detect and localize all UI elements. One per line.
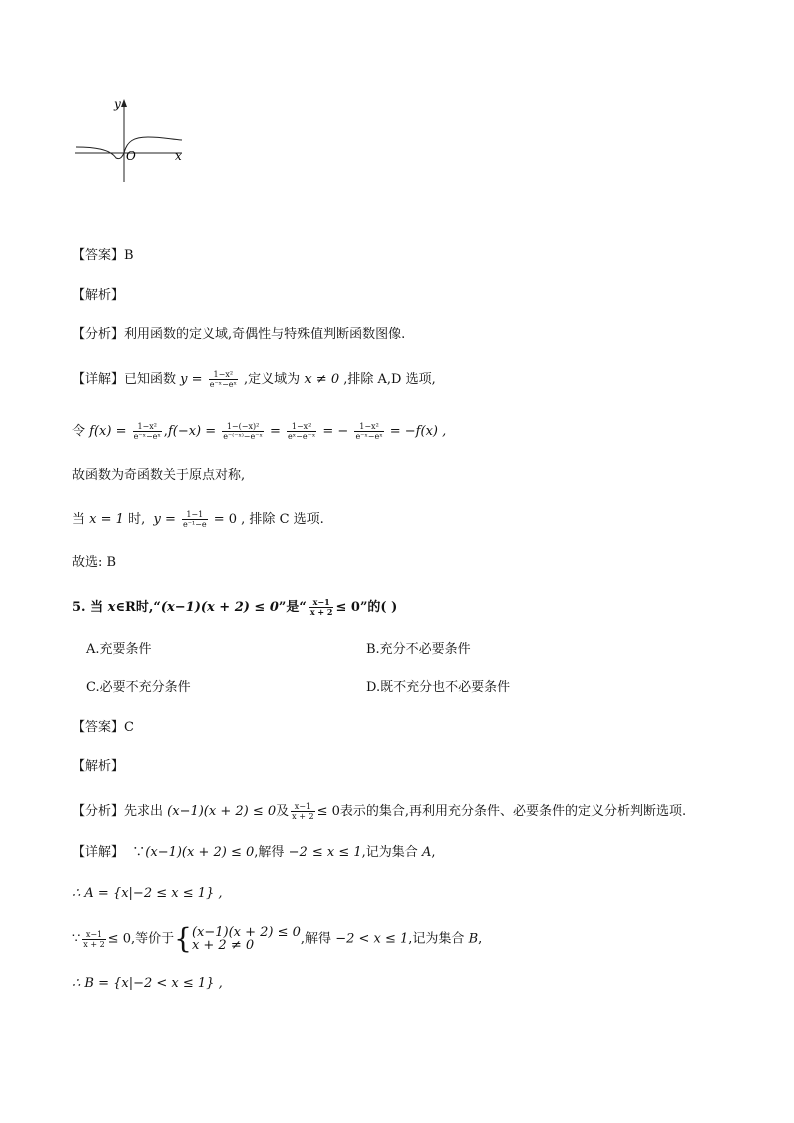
math-result: = −f(x) , (389, 424, 447, 439)
text: 及 (276, 804, 290, 819)
answer-value: C (124, 720, 134, 735)
math-le: ≤ 0 (316, 804, 340, 819)
answer-value: B (124, 248, 134, 263)
math-y: y (180, 372, 188, 387)
q4-detail-line-4 (72, 510, 324, 530)
equation-system (192, 926, 301, 952)
numerator: 1−x² (354, 422, 383, 432)
option-d-label: D.既不充分也不必要条件 (366, 680, 511, 695)
text: ,解得 (300, 931, 332, 947)
math-eq: = (270, 424, 281, 439)
math-set: B (468, 931, 479, 947)
text: ,等价于 (130, 931, 175, 947)
denominator: eˣ−e⁻ˣ (288, 432, 316, 441)
y-axis-label: y (114, 97, 121, 111)
fenxi-tag: 【分析】 (72, 804, 125, 819)
option-b-label: B.充分不必要条件 (366, 642, 471, 657)
denominator: x + 2 (292, 812, 314, 821)
text: , (163, 424, 168, 439)
text: ,记为集合 (408, 931, 465, 947)
answer-tag: 【答案】 (72, 720, 125, 735)
analysis-tag: 【解析】 (72, 759, 125, 774)
option-a-label: A.充要条件 (86, 642, 152, 657)
q5-fenxi-line (72, 802, 686, 822)
q4-analysis-tag (72, 286, 124, 306)
origin-label: O (126, 149, 136, 163)
numerator: 1−x² (133, 422, 162, 432)
math-set-def: ∴ A = {x|−2 ≤ x ≤ 1} , (72, 886, 223, 901)
fraction (82, 930, 105, 949)
fraction (182, 510, 208, 529)
system-line-1: (x−1)(x + 2) ≤ 0 (191, 925, 301, 940)
math-range: −2 < x ≤ 1 (335, 931, 409, 947)
left-brace: { (174, 922, 192, 955)
denominator: e⁻ˣ−eˣ (355, 432, 383, 441)
text: 令 (72, 424, 86, 439)
numerator: 1−x² (209, 370, 238, 380)
text: ”的( ) (359, 600, 398, 615)
denominator: e⁻ˣ−eˣ (133, 432, 161, 441)
math-eq: = 0 (213, 512, 238, 527)
math-eq: = − (322, 424, 349, 439)
math-x: x (107, 600, 116, 615)
math-cond: x = 1 (89, 512, 124, 527)
numerator: x−1 (309, 598, 334, 608)
text: 故函数为奇函数关于原点对称, (72, 468, 246, 483)
fraction (133, 422, 162, 441)
math-expr: (x−1)(x + 2) ≤ 0 (160, 600, 279, 615)
text: 当 (90, 600, 104, 615)
system-line-2: x + 2 ≠ 0 (191, 938, 255, 953)
denominator: e⁻⁽⁻ˣ⁾−e⁻ˣ (223, 432, 263, 441)
denominator: e⁻ˣ−eˣ (209, 380, 237, 389)
question-number: 5. (72, 600, 86, 615)
q4-detail-line-3 (72, 466, 245, 486)
q4-fenxi-line (72, 325, 405, 345)
x-axis-label: x (175, 149, 182, 163)
option-b[interactable] (366, 640, 471, 660)
q5-detail-line-4 (72, 974, 223, 994)
fenxi-tag: 【分析】 (72, 327, 125, 342)
fraction (309, 598, 334, 617)
answer-tag: 【答案】 (72, 248, 125, 263)
text: 已知函数 (124, 372, 177, 387)
q5-answer-line (72, 718, 134, 738)
text: ,解得 (254, 845, 285, 860)
xiangjie-tag: 【详解】 (72, 372, 125, 387)
text: , (431, 845, 436, 860)
math-eq: = (191, 372, 203, 387)
q5-detail-line-3 (72, 922, 483, 955)
q5-detail-line-1 (72, 843, 435, 863)
denominator: e⁻¹−e (182, 520, 207, 529)
denominator: x + 2 (83, 939, 105, 949)
numerator: 1−x² (287, 422, 316, 432)
text: 当 (72, 512, 86, 527)
q4-detail-line-2 (72, 422, 446, 442)
numerator: 1−1 (182, 510, 208, 520)
text: 故选: B (72, 555, 117, 570)
math-expr: (x−1)(x + 2) ≤ 0 (167, 804, 277, 819)
text: ,排除 A,D 选项, (343, 372, 436, 387)
text: , 排除 C 选项. (241, 512, 324, 527)
fraction (354, 422, 383, 441)
because-symbol: ∵ (132, 845, 146, 860)
y-axis-arrow (121, 99, 127, 107)
fraction (287, 422, 316, 441)
option-d[interactable] (366, 678, 510, 698)
text: 先求出 (124, 804, 164, 819)
fenxi-text: 利用函数的定义域,奇偶性与特殊值判断函数图像. (124, 327, 406, 342)
option-c[interactable] (86, 678, 191, 698)
text: 时, (128, 512, 146, 527)
fraction (209, 370, 238, 389)
analysis-tag: 【解析】 (72, 288, 125, 303)
math-fx: f(x) = (89, 424, 127, 439)
text: ,定义域为 (244, 372, 301, 387)
text: ”是“ (278, 600, 307, 615)
numerator: x−1 (82, 930, 105, 940)
math-fmx: f(−x) = (167, 424, 217, 439)
math-expr: (x−1)(x + 2) ≤ 0 (145, 845, 255, 860)
option-a[interactable] (86, 640, 152, 660)
fraction (222, 422, 264, 441)
math-in: ∈ (115, 600, 126, 615)
q5-analysis-tag (72, 757, 124, 777)
math-range: −2 ≤ x ≤ 1 (288, 845, 362, 860)
q5-detail-line-2 (72, 884, 223, 904)
numerator: x−1 (291, 802, 314, 812)
option-c-label: C.必要不充分条件 (86, 680, 191, 695)
text: ,记为集合 (361, 845, 418, 860)
denominator: x + 2 (309, 607, 333, 617)
xiangjie-tag: 【详解】 (72, 845, 125, 860)
math-R: R (125, 600, 136, 615)
text: 时,“ (135, 600, 161, 615)
q4-answer-line (72, 246, 134, 266)
q5-stem (72, 598, 397, 618)
math-y: y = (153, 512, 176, 527)
q4-detail-line-1 (72, 370, 436, 390)
because-symbol: ∵ (72, 931, 81, 947)
q4-choice-line (72, 553, 116, 573)
text: , (478, 931, 483, 947)
math-set: A (421, 845, 432, 860)
math-le: ≤ 0 (107, 931, 131, 947)
function-graph (70, 97, 210, 187)
math-cond: x ≠ 0 (304, 372, 340, 387)
text: 表示的集合,再利用充分条件、必要条件的定义分析判断选项. (339, 804, 687, 819)
fraction (291, 802, 314, 821)
math-set-def: ∴ B = {x|−2 < x ≤ 1} , (72, 976, 223, 991)
math-le: ≤ 0 (335, 600, 360, 615)
numerator: 1−(−x)² (222, 422, 264, 432)
